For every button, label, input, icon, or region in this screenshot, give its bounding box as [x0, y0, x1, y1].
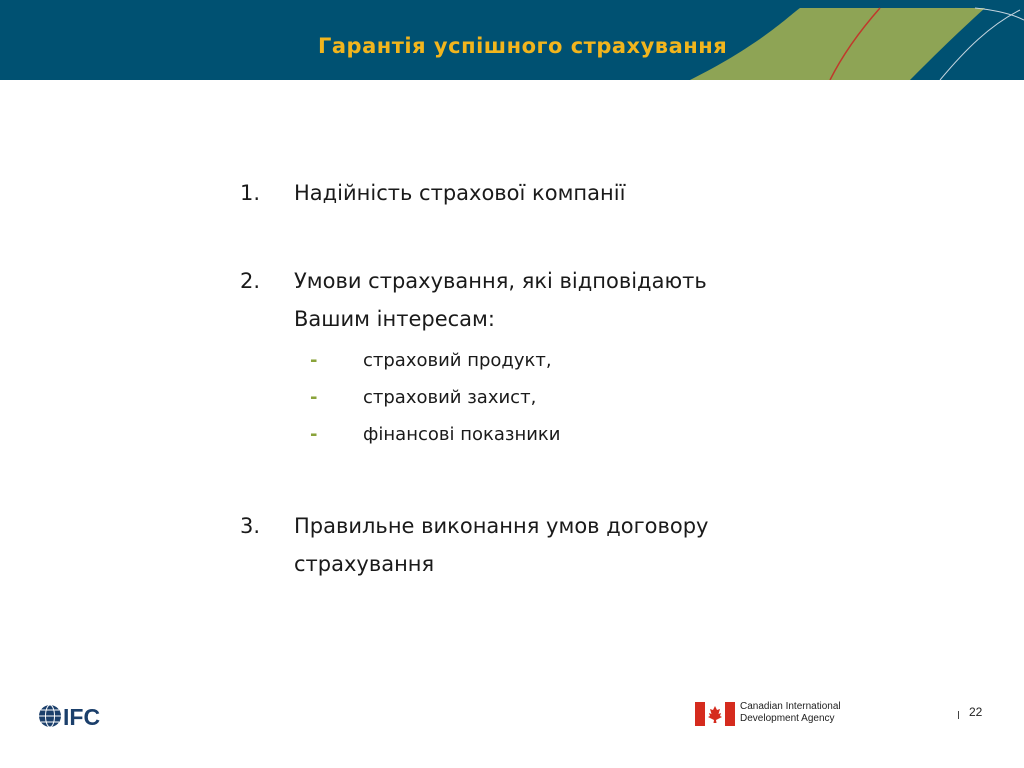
list-item-text-line1: Умови страхування, які відповідають [294, 269, 707, 293]
list-item-2 [240, 262, 860, 338]
list-item-text: Надійність страхової компанії [294, 181, 626, 205]
dash-bullet: - [310, 350, 318, 371]
list-number: 2. [240, 269, 261, 293]
dash-bullet: - [310, 424, 318, 445]
dash-bullet: - [310, 387, 318, 408]
sub-list-item [240, 379, 860, 416]
cida-logo [695, 700, 865, 728]
ifc-logo [38, 702, 110, 730]
header-banner [0, 0, 1024, 80]
sub-list [240, 342, 860, 453]
sub-list-item [240, 416, 860, 453]
cida-line1: Canadian International [740, 701, 841, 712]
list-number: 1. [240, 181, 261, 205]
list-item-1 [240, 174, 860, 212]
list-item-3 [240, 507, 860, 583]
sub-item-text: страховий захист, [363, 387, 537, 408]
ifc-logo-text: IFC [63, 704, 101, 730]
sub-list-item [240, 342, 860, 379]
sub-item-text: фінансові показники [363, 424, 561, 445]
cida-logo-text [740, 701, 841, 725]
cida-line2: Development Agency [740, 713, 835, 724]
page-number: 22 [969, 705, 983, 719]
sub-item-text: страховий продукт, [363, 350, 552, 371]
list-item-text-line1: Правильне виконання умов договору [294, 514, 709, 538]
globe-icon [39, 705, 61, 727]
numbered-list [240, 174, 860, 583]
list-item-text-line2: страхування [294, 552, 435, 576]
list-number: 3. [240, 514, 261, 538]
page-number-separator [958, 711, 959, 719]
slide-title: Гарантія успішного страхування [318, 34, 728, 58]
canadian-flag-icon [695, 702, 735, 726]
list-item-text-line2: Вашим інтересам: [294, 307, 495, 331]
